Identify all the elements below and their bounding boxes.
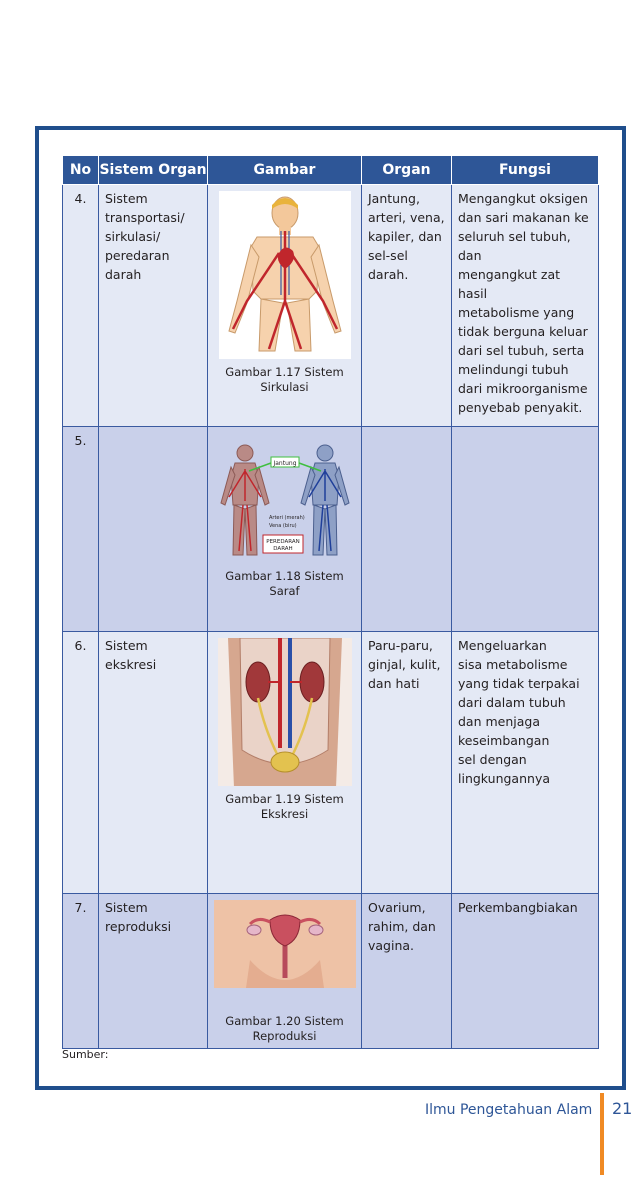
function-line: metabolisme yang bbox=[458, 305, 575, 320]
image-cell bbox=[208, 632, 362, 894]
organ-line: Paru-paru, bbox=[368, 638, 433, 653]
function-line: sel dengan bbox=[458, 752, 527, 767]
system-line: Sistem bbox=[105, 900, 148, 915]
function-line: dari dalam tubuh bbox=[458, 695, 566, 710]
organ-line: arteri, vena, bbox=[368, 210, 445, 225]
figure-caption: Gambar 1.20 Sistem Reproduksi bbox=[225, 1014, 344, 1043]
footer-accent-bar bbox=[600, 1093, 604, 1175]
function-line: Mengangkut oksigen bbox=[458, 191, 588, 206]
organ-line: kapiler, dan bbox=[368, 229, 442, 244]
blood-circulation-image bbox=[219, 441, 351, 563]
header-function: Fungsi bbox=[452, 156, 599, 185]
figure-caption: Gambar 1.17 Sistem Sirkulasi bbox=[225, 365, 344, 394]
function-cell bbox=[452, 427, 599, 632]
row-number: 7. bbox=[63, 894, 99, 1049]
function-line: sisa metabolisme bbox=[458, 657, 568, 672]
circulation-box-line2: DARAH bbox=[272, 546, 293, 552]
figure-caption: Gambar 1.19 Sistem Ekskresi bbox=[225, 792, 344, 821]
table-header-row bbox=[63, 156, 599, 185]
system-cell bbox=[99, 185, 208, 427]
organ-line: Ovarium, bbox=[368, 900, 426, 915]
function-cell: Perkembangbiakan bbox=[452, 894, 599, 1049]
header-image: Gambar bbox=[208, 156, 362, 185]
page-number: 21 bbox=[612, 1099, 633, 1118]
row-number: 6. bbox=[63, 632, 99, 894]
header-organ: Organ bbox=[362, 156, 452, 185]
header-no: No bbox=[63, 156, 99, 185]
function-line: penyebab penyakit. bbox=[458, 400, 583, 415]
vein-label: Vena (biru) bbox=[268, 523, 297, 529]
function-line: mengangkut zat hasil bbox=[458, 267, 561, 301]
organ-cell bbox=[362, 427, 452, 632]
organ-cell bbox=[362, 894, 452, 1049]
system-line: transportasi/ bbox=[105, 210, 185, 225]
organ-line: vagina. bbox=[368, 938, 415, 953]
image-cell bbox=[208, 894, 362, 1049]
image-cell bbox=[208, 427, 362, 632]
function-line: melindungi tubuh bbox=[458, 362, 569, 377]
circulatory-system-image bbox=[219, 191, 351, 359]
system-line: reproduksi bbox=[105, 919, 172, 934]
header-system: Sistem Organ bbox=[99, 156, 208, 185]
organ-line: ginjal, kulit, bbox=[368, 657, 441, 672]
organ-cell bbox=[362, 632, 452, 894]
system-cell bbox=[99, 894, 208, 1049]
system-line: sirkulasi/ bbox=[105, 229, 161, 244]
heart-label: Jantung bbox=[272, 460, 297, 467]
function-cell bbox=[452, 185, 599, 427]
function-line: yang tidak terpakai bbox=[458, 676, 580, 691]
system-cell: Sistem ekskresi bbox=[99, 632, 208, 894]
function-line: lingkungannya bbox=[458, 771, 550, 786]
organ-line: rahim, dan bbox=[368, 919, 436, 934]
organ-cell bbox=[362, 185, 452, 427]
function-line: dari sel tubuh, serta bbox=[458, 343, 585, 358]
organ-line: sel-sel darah. bbox=[368, 248, 409, 282]
row-number: 5. bbox=[63, 427, 99, 632]
organ-line: dan hati bbox=[368, 676, 420, 691]
function-line: dan menjaga bbox=[458, 714, 541, 729]
artery-label: Arteri (merah) bbox=[268, 515, 305, 521]
system-cell bbox=[99, 427, 208, 632]
table-row bbox=[63, 894, 599, 1049]
excretory-system-image bbox=[218, 638, 352, 786]
reproductive-system-image bbox=[214, 900, 356, 988]
circulation-box-line1: PEREDARAN bbox=[265, 539, 300, 545]
figure-caption: Gambar 1.18 Sistem Saraf bbox=[225, 569, 344, 598]
system-line: darah bbox=[105, 267, 142, 282]
function-line: tidak berguna keluar bbox=[458, 324, 588, 339]
organ-line: Jantung, bbox=[368, 191, 420, 206]
function-line: Mengeluarkan bbox=[458, 638, 547, 653]
function-line: keseimbangan bbox=[458, 733, 550, 748]
system-line: peredaran bbox=[105, 248, 170, 263]
image-cell bbox=[208, 185, 362, 427]
book-title: Ilmu Pengetahuan Alam bbox=[425, 1102, 593, 1118]
function-cell bbox=[452, 632, 599, 894]
table-row bbox=[63, 185, 599, 427]
row-number: 4. bbox=[63, 185, 99, 427]
table-row bbox=[63, 427, 599, 632]
function-line: dari mikroorganisme bbox=[458, 381, 588, 396]
source-label: Sumber: bbox=[62, 1048, 109, 1061]
function-line: seluruh sel tubuh, dan bbox=[458, 229, 571, 263]
system-line: Sistem bbox=[105, 191, 148, 206]
function-line: dan sari makanan ke bbox=[458, 210, 589, 225]
organ-system-table bbox=[62, 155, 599, 1049]
table-row bbox=[63, 632, 599, 894]
